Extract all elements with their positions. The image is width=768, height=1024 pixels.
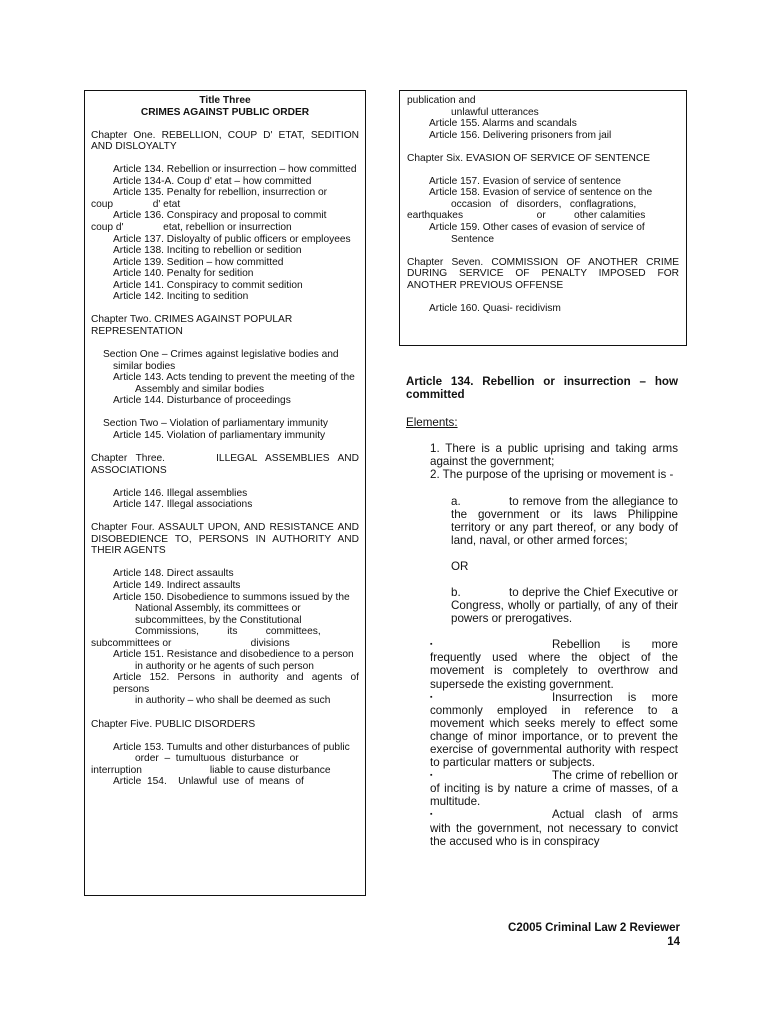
- toc-chapter-seven: Chapter Seven. COMMISSION OF ANOTHER CRIME DURING SERVICE OF PENALTY IMPOSED FOR ANOTHER PREVIOUS OFFENSE: [407, 256, 679, 291]
- toc-article-137: Article 137. Disloyalty of public officers or employees: [113, 233, 351, 245]
- toc-article-153-line2: order – tumultuous disturbance or: [135, 753, 299, 765]
- bullet-crime-of-rebellion-text: The crime of rebellion or of inciting is by nature a crime of masses, of a multitude.: [430, 769, 678, 809]
- bullet-icon: ▪: [430, 693, 433, 701]
- toc-chapter-one: Chapter One. REBELLION, COUP D' ETAT, SEDITION AND DISLOYALTY: [91, 129, 359, 153]
- bullet-insurrection-text: Insurrection is more commonly employed in reference to a movement which seeks merely to effect some change of minor importance, or to prevent the exercise of governmental authority with respect to particular matters or subjects.: [430, 690, 678, 770]
- element-2b-text: to deprive the Chief Executive or Congress, wholly or partially, of any of their powers or prerogatives.: [451, 585, 678, 626]
- bullet-actual-clash-text: Actual clash of arms with the government, not necessary to convict the accused who is in conspiracy: [430, 808, 678, 848]
- toc-article-158-line2: occasion of disorders, conflagrations,: [451, 198, 637, 210]
- element-2b-label: b.: [451, 585, 461, 599]
- toc-article-138: Article 138. Inciting to rebellion or sedition: [113, 245, 302, 257]
- toc-article-152-cont: in authority – who shall be deemed as such: [135, 695, 331, 707]
- footer-title: C2005 Criminal Law 2 Reviewer: [508, 922, 680, 934]
- element-1: 1. There is a public uprising and taking arms against the government;: [430, 442, 678, 469]
- toc-article-153: Article 153. Tumults and other disturbances of public: [113, 741, 350, 753]
- toc-article-159: Article 159. Other cases of evasion of service of: [429, 222, 645, 234]
- or-label: OR: [451, 559, 469, 573]
- body-column: [406, 375, 678, 848]
- toc-article-136-cont: coup d' etat, rebellion or insurrection: [91, 222, 292, 234]
- toc-article-154-cont2: unlawful utterances: [451, 106, 539, 118]
- element-2a-text: to remove from the allegiance to the government or its laws Philippine territory or any part thereof, or any body of land, naval, or other armed forces;: [451, 494, 678, 547]
- toc-chapter-six: Chapter Six. EVASION OF SERVICE OF SENTENCE: [407, 152, 651, 164]
- toc-article-150-line5: subcommittees or divisions: [91, 637, 290, 649]
- toc-article-153-line3: interruption liable to cause disturbance: [91, 764, 331, 776]
- toc-chapter-five: Chapter Five. PUBLIC DISORDERS: [91, 718, 256, 730]
- toc-article-150: Article 150. Disobedience to summons issued by the: [113, 591, 350, 603]
- bullet-icon: ▪: [430, 811, 433, 819]
- toc-article-151-cont: in authority or he agents of such person: [135, 660, 314, 672]
- toc-article-150-line4: Commissions, its committees,: [135, 626, 321, 638]
- toc-article-148: Article 148. Direct assaults: [113, 568, 234, 580]
- element-2a: [406, 495, 678, 547]
- toc-article-151: Article 151. Resistance and disobedience to a person: [113, 649, 354, 661]
- toc-section-one-cont: similar bodies: [113, 360, 176, 372]
- toc-chapter-three: Chapter Three. ILLEGAL ASSEMBLIES AND ASSOCIATIONS: [91, 452, 362, 476]
- toc-chapter-two: Chapter Two. CRIMES AGAINST POPULAR REPRESENTATION: [91, 314, 293, 337]
- toc-article-156: Article 156. Delivering prisoners from jail: [429, 129, 612, 141]
- toc-article-144: Article 144. Disturbance of proceedings: [113, 395, 291, 407]
- toc-article-134: Article 134. Rebellion or insurrection – how committed: [113, 164, 357, 176]
- toc-article-154-cont: publication and: [407, 95, 476, 106]
- toc-article-157: Article 157. Evasion of service of sentence: [429, 175, 621, 187]
- toc-article-145: Article 145. Violation of parliamentary immunity: [113, 429, 326, 441]
- toc-article-134a: Article 134-A. Coup d' etat – how committed: [113, 175, 312, 187]
- toc-chapter-four: Chapter Four. ASSAULT UPON, AND RESISTANCE AND DISOBEDIENCE TO, PERSONS IN AUTHORITY AND THEIR AGENTS: [91, 522, 359, 557]
- toc-article-160: Article 160. Quasi- recidivism: [429, 302, 561, 314]
- elements-heading: Elements:: [406, 415, 458, 429]
- bullet-actual-clash: [406, 808, 678, 847]
- toc-article-155: Article 155. Alarms and scandals: [429, 118, 577, 130]
- toc-article-135: Article 135. Penalty for rebellion, insurrection or: [113, 187, 328, 199]
- bullet-rebellion: [406, 638, 678, 690]
- toc-section-one: Section One – Crimes against legislative bodies and: [103, 349, 339, 361]
- toc-article-147: Article 147. Illegal associations: [113, 499, 253, 511]
- toc-article-158-line3: earthquakes or other calamities: [407, 210, 646, 222]
- bullet-icon: ▪: [430, 641, 433, 649]
- bullet-rebellion-text: Rebellion is more frequently used where the object of the movement is completely to overthrow and supersede the existing government.: [430, 638, 678, 691]
- toc-article-136: Article 136. Conspiracy and proposal to commit: [113, 210, 327, 222]
- element-2b: [406, 586, 678, 625]
- toc-article-150-line2: National Assembly, its committees or: [135, 603, 301, 615]
- toc-article-140: Article 140. Penalty for sedition: [113, 268, 254, 280]
- toc-subtitle: CRIMES AGAINST PUBLIC ORDER: [140, 106, 310, 118]
- bullet-icon: ▪: [430, 772, 433, 780]
- element-2: 2. The purpose of the uprising or movement is -: [430, 468, 674, 482]
- page-number: 14: [667, 935, 680, 948]
- toc-article-150-line3: subcommittees, by the Constitutional: [135, 614, 302, 626]
- element-2a-label: a.: [451, 494, 461, 508]
- toc-right-box: [399, 90, 687, 346]
- page-footer: [508, 922, 680, 949]
- toc-article-141: Article 141. Conspiracy to commit sedition: [113, 279, 303, 291]
- toc-article-158: Article 158. Evasion of service of sentence on the: [429, 187, 653, 199]
- toc-article-152: Article 152. Persons in authority and agents of persons: [113, 672, 359, 695]
- toc-left-box: [84, 90, 366, 896]
- toc-section-two: Section Two – Violation of parliamentary immunity: [103, 418, 328, 430]
- toc-title: Title Three: [199, 95, 251, 106]
- toc-article-154: Article 154. Unlawful use of means of: [113, 776, 304, 788]
- toc-article-142: Article 142. Inciting to sedition: [113, 291, 249, 303]
- bullet-insurrection: [406, 691, 678, 770]
- bullet-crime-of-rebellion: [406, 769, 678, 808]
- toc-article-135-cont: coup d' etat: [91, 198, 181, 210]
- toc-article-143-cont: Assembly and similar bodies: [135, 383, 265, 395]
- toc-article-146: Article 146. Illegal assemblies: [113, 487, 248, 499]
- toc-article-143: Article 143. Acts tending to prevent the meeting of the: [113, 372, 355, 384]
- toc-article-149: Article 149. Indirect assaults: [113, 579, 241, 591]
- toc-article-159-cont: Sentence: [451, 233, 495, 245]
- article-134-heading: Article 134. Rebellion or insurrection – how committed: [406, 375, 678, 402]
- toc-article-139: Article 139. Sedition – how committed: [113, 256, 284, 268]
